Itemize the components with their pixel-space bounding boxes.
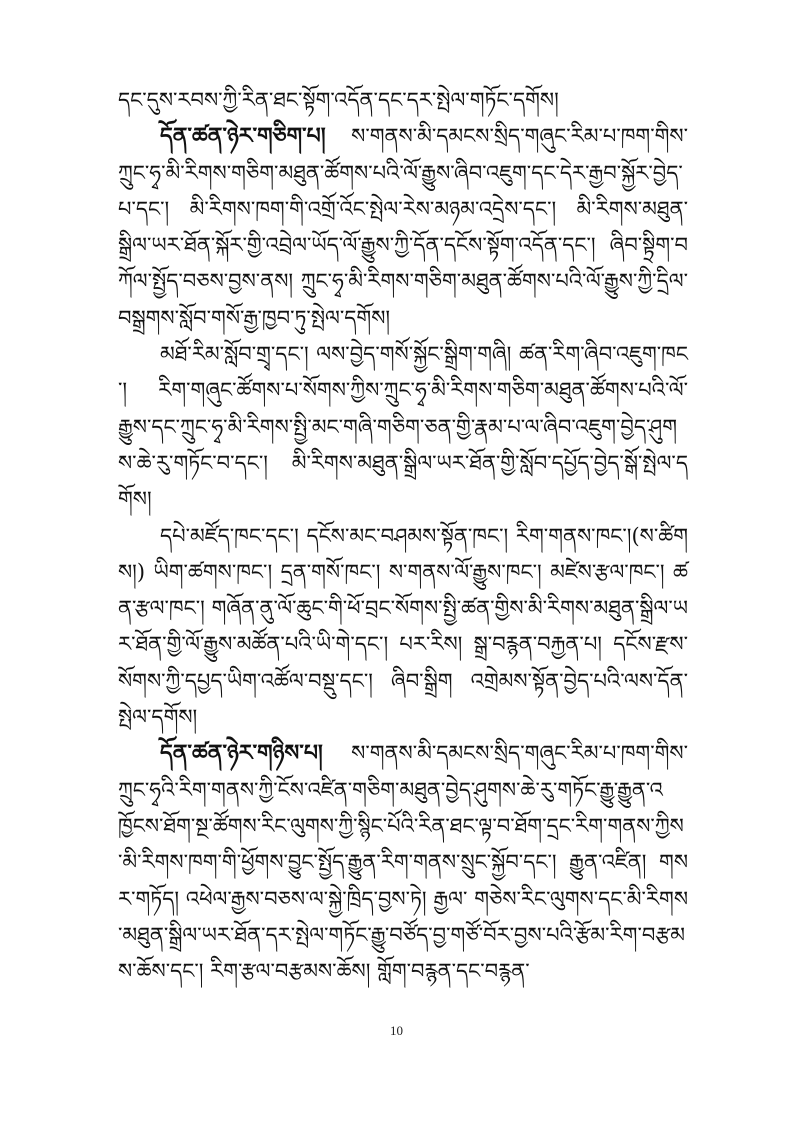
document-body xyxy=(118,82,688,989)
paragraph-institutions xyxy=(118,336,688,517)
paragraph-museums xyxy=(118,518,688,736)
paragraph-article-22 xyxy=(118,735,688,989)
paragraph-text: ས་གནས་མི་དམངས་སྲིད་གཞུང་རིམ་པ་ཁག་གིས་ཀྲུང་ཧྭ་མི་རིགས་གཅིག་མཐུན་ཚོགས་པའི་ལོ་རྒྱུས་ཞིབ་འཇུག་དང་དེར་རྒྱབ་སྐྱོར་བྱེད་པ་དང་། མི་རིགས་ཁག་གི་འགྲོ་འོང་སྤེལ་རེས་མཉམ་འདྲེས་དང་། མི་རིགས་མཐུན་སྒྲིལ་ཡར་ཐོན་སྐོར་གྱི་འབྲེལ་ཡོད་ལོ་རྒྱུས་ཀྱི་དོན་དངོས་སྟོག་འདོན་དང་། ཞིབ་སྟྲིག་བཀོལ་སྤྱོད་བཅས་བྱས་ནས། ཀྲུང་ཧྭ་མི་རིགས་གཅིག་མཐུན་ཚོགས་པའི་ལོ་རྒྱུས་ཀྱི་དྲིལ་བསྒྲགས་སློབ་གསོ་རྒྱ་ཁྱབ་ཏུ་སྤེལ་དགོས། xyxy=(118,124,688,330)
paragraph-text: དཔེ་མཛོད་ཁང་དང་། དངོས་མང་བཤམས་སྟོན་ཁང་། རིག་གནས་ཁང་།(ས་ཚིགས།) ཡིག་ཚགས་ཁང་། དྲན་གསོ་ཁང་། ས་གནས་ལོ་རྒྱུས་ཁང་། མཛེས་རྩལ་ཁང་། ཚན་རྩལ་ཁང་། གཞོན་ནུ་ལོ་ཆུང་གི་ཕོ་བྲང་སོགས་སྤྱི་ཚན་གྱིས་མི་རིགས་མཐུན་སྒྲིལ་ཡར་ཐོན་གྱི་ལོ་རྒྱུས་མཚོན་པའི་ཡི་གེ་དང་། པར་རིས། སྒྲ་བརྙན་བརྐྱན་པ། དངོས་རྫས་སོགས་ཀྱི་དཔྱད་ཡིག་འཚོལ་བསྡུ་དང་། ཞིབ་སྒྲིག འགྲེམས་སྟོན་བྱེད་པའི་ལས་དོན་སྤེལ་དགོས། xyxy=(118,523,688,730)
article-heading: དོན་ཚན་ཉེར་གཅིག་པ། xyxy=(160,123,326,150)
article-heading: དོན་ཚན་ཉེར་གཉིས་པ། xyxy=(160,740,323,767)
paragraph-text: ས་གནས་མི་དམངས་སྲིད་གཞུང་རིམ་པ་ཁག་གིས་ཀྲུང་ཧྭའི་རིག་གནས་ཀྱི་ངོས་འཛིན་གཅིག་མཐུན་བྱེད་ཤུགས་ཆེ་རུ་གཏོང་རྒྱུ་རྒྱུན་འཁྱོངས་ཐོག་སྔ་ཚོགས་རིང་ལུགས་ཀྱི་སྙིང་པོའི་རིན་ཐང་ལྟ་བ་ཐོག་དྲང་རིག་གནས་ཀྱིས་མི་རིགས་ཁག་གི་ཕྱོགས་བྱུང་སྤྱོད་རྒྱུན་རིག་གནས་སྲུང་སྐྱོབ་དང་། རྒྱུན་འཛིན། གསར་གཏོད། འཕེལ་རྒྱས་བཅས་ལ་སྐྱེ་ཁྲིད་བྱས་ཏེ། རྒྱལ་ གཅེས་རིང་ལུགས་དང་མི་རིགས་མཐུན་སྒྲིལ་ཡར་ཐོན་དར་སྤེལ་གཏོང་རྒྱུ་བཙོད་བྱ་གཙོ་བོར་བྱས་པའི་རྩོམ་རིག་བརྩམས་ཆོས་དང་། རིག་རྩལ་བརྩམས་ཆོས། གློག་བརྙན་དང་བརྙན་ xyxy=(118,741,688,984)
paragraph-text: དང་དུས་རབས་ཀྱི་རིན་ཐང་སྟོག་འདོན་དང་དར་སྤེལ་གཏོང་དགོས། xyxy=(118,88,559,112)
paragraph-article-21 xyxy=(118,118,688,336)
paragraph-continuation xyxy=(118,82,688,118)
page-number: 10 xyxy=(390,1023,403,1038)
paragraph-text: མཐོ་རིམ་སློབ་གྲྭ་དང་། ལས་བྱེད་གསོ་སྐྱོང་སྒྲིག་གཞི། ཚན་རིག་ཞིབ་འཇུག་ཁང་། རིག་གཞུང་ཚོགས་པ་སོགས་ཀྱིས་ཀྲུང་ཧྭ་མི་རིགས་གཅིག་མཐུན་ཚོགས་པའི་ལོ་རྒྱུས་དང་ཀྲུང་ཧྭ་མི་རིགས་སྤྱི་མང་གཞི་གཅིག་ཅན་གྱི་རྣམ་པ་ལ་ཞིབ་འཇུག་བྱེད་ཤུགས་ཆེ་རུ་གཏོང་བ་དང་། མི་རིགས་མཐུན་སྒྲིལ་ཡར་ཐོན་གྱི་སློབ་དཔྱོད་བྱེད་སྒོ་སྤེལ་དགོས། xyxy=(118,342,688,512)
